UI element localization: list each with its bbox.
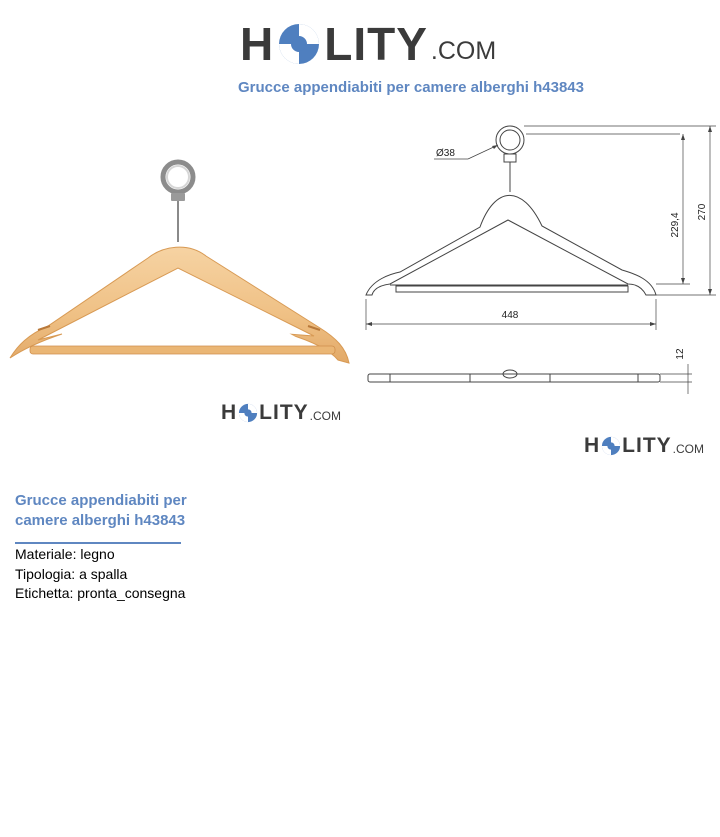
watermark-text-h: H (584, 434, 601, 457)
total-height-label: 270 (697, 203, 708, 221)
trouser-bar (30, 346, 335, 354)
watermark-text-lity: LITY (622, 434, 672, 457)
page-subtitle: Grucce appendiabiti per camere alberghi h43843 (238, 79, 584, 96)
width-label: 448 (501, 310, 519, 321)
title-divider (15, 542, 181, 544)
o-swirl-logo-icon (238, 403, 258, 423)
o-swirl-logo-icon (601, 436, 621, 456)
hanger-photo (8, 150, 353, 365)
holity-logo[interactable] (240, 16, 496, 72)
spec-material: Materiale: legno (15, 546, 115, 562)
product-title: Grucce appendiabiti per camere alberghi h43843 (15, 492, 187, 529)
watermark-text-com: .COM (309, 409, 342, 423)
logo-text-lity: LITY (324, 18, 428, 70)
technical-drawing (360, 112, 718, 402)
logo-text-h: H (240, 18, 275, 70)
watermark-text-com: .COM (672, 442, 705, 456)
spec-type: Tipologia: a spalla (15, 565, 128, 582)
spec-label: Etichetta: pronta_consegna (15, 585, 186, 601)
holity-watermark-left (221, 401, 341, 425)
holity-watermark-right (584, 434, 704, 458)
o-swirl-logo-icon (277, 22, 321, 66)
watermark-text-h: H (221, 401, 238, 424)
spec-list (15, 545, 185, 604)
logo-text-com: .COM (430, 36, 497, 65)
watermark-text-lity: LITY (259, 401, 309, 424)
inner-height-label: 229,4 (670, 212, 681, 238)
thickness-label: 12 (675, 348, 686, 360)
diameter-label: Ø38 (436, 148, 455, 159)
